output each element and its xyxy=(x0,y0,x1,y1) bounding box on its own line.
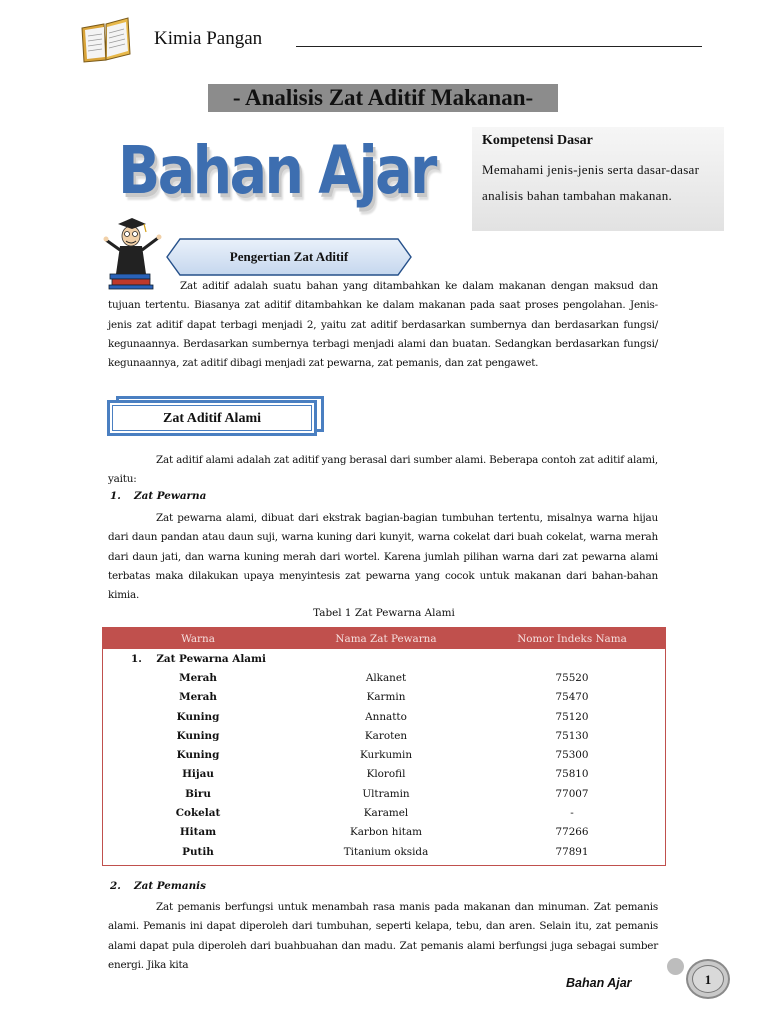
footer-label: Bahan Ajar xyxy=(566,976,632,990)
header-title: Kimia Pangan xyxy=(154,28,263,49)
kompetensi-heading: Kompetensi Dasar xyxy=(482,133,593,148)
table-row xyxy=(103,784,666,803)
table-cell: Kuning xyxy=(176,729,220,742)
section1-title: Pengertian Zat Aditif xyxy=(229,249,349,264)
table-row xyxy=(103,765,666,784)
table-group-row xyxy=(103,649,666,668)
table-cell: Karbon hitam xyxy=(349,826,423,839)
table-cell: Klorofil xyxy=(366,768,406,781)
table-cell: 77266 xyxy=(555,826,589,839)
footer-dot xyxy=(667,958,684,975)
table-cell: 75130 xyxy=(555,729,589,742)
table-cell: 75300 xyxy=(555,749,589,762)
header-divider xyxy=(296,46,702,47)
table-header-cell: Warna xyxy=(103,628,294,650)
table-cell: Kuning xyxy=(176,710,220,723)
table-group-label: 1. Zat Pewarna Alami xyxy=(131,652,266,665)
table-cell: Cokelat xyxy=(175,807,221,820)
table-cell: 75470 xyxy=(555,691,589,704)
table-cell: Hijau xyxy=(182,768,214,781)
table-cell: Karmin xyxy=(366,691,406,704)
table-cell: Ultramin xyxy=(362,787,410,800)
list-item-pewarna: 1. Zat Pewarna xyxy=(110,490,207,502)
table-cell: 75120 xyxy=(555,710,589,723)
list-item-pemanis: 2. Zat Pemanis xyxy=(110,880,206,892)
section2-intro: Zat aditif alami adalah zat aditif yang berasal dari sumber alami. Beberapa contoh zat aditif alami, yaitu: xyxy=(108,454,658,486)
table-cell: Alkanet xyxy=(365,671,407,684)
pemanis-paragraph: Zat pemanis berfungsi untuk menambah rasa manis pada makanan dan minuman. Zat pemanis alami. Pemanis ini dapat diperoleh dari tumbuhan, seperti kelapa, tebu, dan aren. Selain itu, zat pemanis alami dapat pula diperoleh dari buahbuahan dan madu. Zat pemanis alami berfungsi juga sebagai sumber energi. Jika kita xyxy=(108,901,658,971)
table-cell: Karamel xyxy=(363,807,409,820)
table-cell: Karoten xyxy=(364,729,408,742)
table-row xyxy=(103,668,666,687)
table-cell: 77007 xyxy=(555,787,589,800)
table-cell: Merah xyxy=(179,691,217,704)
table-cell: Titanium oksida xyxy=(343,845,429,858)
table-row xyxy=(103,745,666,764)
page-number: 1 xyxy=(692,965,724,993)
section1-paragraph: Zat aditif adalah suatu bahan yang ditambahkan ke dalam makanan dengan maksud dan tujuan tertentu. Biasanya zat aditif ditambahkan ke dalam makanan pada saat proses pengolahan. Jenis- jenis zat aditif dapat terbagi menjadi 2, yaitu zat aditif berdasarkan sumbernya dan berdasarkan fungsi/ kegunaannya. Berdasarkan sumbernya terbagi menjadi alami dan buatan. Sedangkan berdasarkan fungsi/ kegunaannya, zat aditif dibagi menjadi zat pewarna, zat pemanis, dan zat pengawet. xyxy=(108,280,658,370)
table-header-cell: Nomor Indeks Nama xyxy=(479,628,666,650)
section2-title: Zat Aditif Alami xyxy=(112,405,312,431)
table-header-row xyxy=(103,628,666,650)
table-row xyxy=(103,726,666,745)
table-caption: Tabel 1 Zat Pewarna Alami xyxy=(313,607,455,619)
kompetensi-box xyxy=(472,127,724,231)
table-cell: Kurkumin xyxy=(359,749,413,762)
table-cell: Biru xyxy=(185,787,211,800)
table-cell: Merah xyxy=(179,671,217,684)
table-row xyxy=(103,688,666,707)
table-row xyxy=(103,803,666,822)
page-number-badge xyxy=(686,959,730,999)
table-row xyxy=(103,707,666,726)
table-header-cell: Nama Zat Pewarna xyxy=(293,628,479,650)
table-cell: 77891 xyxy=(555,845,589,858)
table-row xyxy=(103,842,666,866)
table-cell: - xyxy=(570,807,574,820)
main-title: - Analisis Zat Aditif Makanan- xyxy=(208,84,558,112)
big-title: Bahan Ajar xyxy=(118,132,435,209)
section2-title-box xyxy=(107,400,317,436)
table-cell: Annatto xyxy=(365,710,407,723)
pewarna-paragraph: Zat pewarna alami, dibuat dari ekstrak bagian-bagian tumbuhan tertentu, misalnya warna hijau dari daun pandan atau daun suji, warna kuning dari kunyit, warna cokelat dari buah cokelat, warna merah dari daun jati, dan warna kuning merah dari wortel. Karena jumlah pilihan warna dari zat pewarna alami terbatas maka dilakukan upaya menyintesis zat pewarna yang cocok untuk makanan dari bahan-bahan kimia. xyxy=(108,512,658,602)
table-cell: Kuning xyxy=(176,749,220,762)
table-cell: Hitam xyxy=(179,826,217,839)
table-cell: Putih xyxy=(182,845,214,858)
kompetensi-body: Memahami jenis-jenis serta dasar-dasar analisis bahan tambahan makanan. xyxy=(482,162,700,203)
table-cell: 75520 xyxy=(555,671,589,684)
pewarna-table xyxy=(102,627,666,866)
table-cell: 75810 xyxy=(555,768,589,781)
book-icon xyxy=(78,14,134,64)
table-row xyxy=(103,823,666,842)
